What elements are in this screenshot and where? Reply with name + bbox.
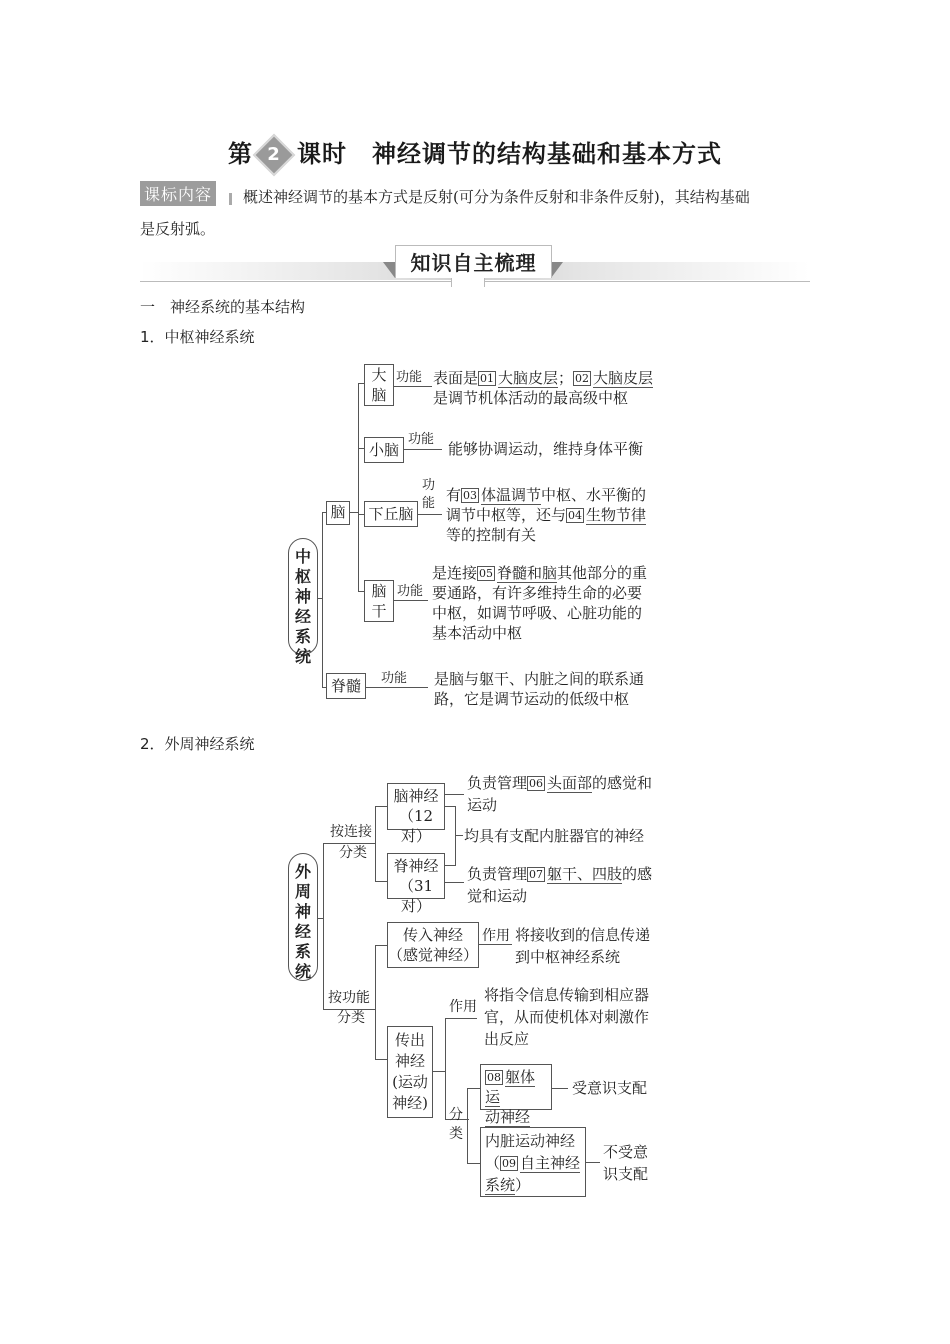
brainstem-text-line3: 中枢，如调节呼吸、心脏功能的 — [432, 604, 643, 622]
answer-blank: 躯体运 — [485, 1068, 536, 1106]
by-function-label-a: 按功能 — [328, 990, 370, 1006]
blank-number: 07 — [529, 868, 544, 881]
cranial-text-line1: 负责管理 06 头面部的感觉和 — [467, 774, 653, 792]
spinal-text-line2: 路，它是调节运动的低级中枢 — [434, 690, 630, 708]
blank-number: 01 — [480, 372, 495, 385]
page-title — [0, 134, 950, 170]
brainstem-text-line2: 要通路，有许多维持生命的必要 — [432, 584, 643, 602]
standard-tag: 课标内容 — [140, 181, 216, 206]
blank-number: 05 — [479, 567, 494, 580]
banner-right-triangle — [551, 262, 563, 278]
blank-number: 03 — [463, 489, 478, 502]
hypothalamus-text-line1: 有 03 体温调节中枢、水平衡的 — [446, 486, 647, 504]
node-efferent-nerves — [387, 1026, 433, 1118]
answer-blank: 自主神经 — [520, 1154, 581, 1172]
cerebrum-text-line1: 表面是 01 大脑皮层； 02 大脑皮层 — [433, 369, 654, 387]
efferent-label-c: (运动 — [392, 1073, 428, 1091]
brainstem-text-line1: 是连接 05 脊髓和脑其他部分的重 — [432, 564, 648, 582]
node-hypothalamus: 下丘脑 — [364, 501, 418, 527]
node-cerebellum: 小脑 — [364, 437, 404, 463]
hypothalamus-text-line2: 调节中枢等，还与 04 生物节律 — [446, 506, 647, 524]
func-label: 功能 — [396, 370, 423, 385]
class-label-b: 类 — [449, 1126, 463, 1142]
answer-blank: 躯干、四肢 — [547, 865, 623, 883]
subheading-cns: 1．中枢神经系统 — [140, 328, 255, 346]
answer-blank: 大脑皮层 — [593, 369, 654, 387]
somatic-text: 受意识支配 — [572, 1079, 648, 1097]
cranial-text-line2: 运动 — [467, 796, 498, 814]
subheading-pns: 2．外周神经系统 — [140, 735, 255, 753]
role-label: 作用 — [482, 928, 510, 944]
func-label-a: 功 — [422, 478, 436, 493]
brainstem-label-a: 脑 — [371, 582, 387, 600]
brainstem-label-b: 干 — [371, 602, 387, 620]
by-connection-label-a: 按连接 — [330, 824, 372, 840]
node-afferent-nerves — [387, 922, 479, 968]
role-label: 作用 — [449, 999, 477, 1015]
func-label-b: 能 — [422, 496, 436, 511]
autonomic-text-a: 不受意 — [603, 1143, 649, 1161]
efferent-text-line2: 官，从而使机体对刺激作 — [484, 1008, 650, 1026]
cns-root-node — [288, 538, 318, 666]
pns-root-node — [288, 853, 318, 981]
spinal-nerves-count: （31对） — [398, 877, 434, 915]
blank-number: 08 — [487, 1071, 501, 1084]
efferent-label-d: 神经) — [392, 1094, 428, 1112]
blank-number: 06 — [529, 777, 544, 790]
node-autonomic-motor: 内脏运动神经 （ 09 自主神经 系统） — [480, 1127, 586, 1197]
by-function-label-b: 分类 — [337, 1010, 365, 1026]
blank-number: 02 — [575, 372, 590, 385]
standard-tag-divider — [229, 193, 232, 205]
efferent-text-line1: 将指令信息传输到相应器 — [484, 986, 650, 1004]
cranial-label: 脑神经 — [393, 787, 439, 805]
answer-blank: 头面部 — [547, 774, 593, 792]
class-label-a: 分 — [449, 1107, 463, 1123]
autonomic-text-b: 识支配 — [603, 1165, 649, 1183]
func-label: 功能 — [381, 671, 408, 686]
lesson-number: 2 — [267, 144, 281, 165]
answer-blank: 动神经 — [485, 1108, 531, 1126]
answer-blank: 生物节律 — [586, 506, 647, 524]
cns-root-label: 中枢神经系统 — [295, 547, 312, 666]
node-brain: 脑 — [326, 501, 350, 525]
answer-blank: 脊髓和脑 — [497, 564, 558, 582]
afferent-text-line1: 将接收到的信息传递 — [515, 926, 651, 944]
afferent-text-line2: 到中枢神经系统 — [515, 948, 621, 966]
func-label: 功能 — [397, 584, 424, 599]
efferent-text-line3: 出反应 — [484, 1030, 530, 1048]
node-spinal-nerves — [387, 853, 445, 915]
node-cerebrum — [364, 364, 394, 406]
node-brainstem — [364, 580, 394, 622]
by-connection-label-b: 分类 — [339, 845, 367, 861]
node-spinal-cord: 脊髓 — [326, 673, 366, 699]
standard-text-line2: 是反射弧。 — [140, 220, 216, 238]
blank-number: 09 — [502, 1157, 517, 1170]
section-banner: 知识自主梳理 — [395, 245, 552, 278]
title-text: 课时 神经调节的结构基础和基本方式 — [297, 140, 722, 168]
node-somatic-motor — [480, 1064, 552, 1126]
title-prefix: 第 — [228, 140, 253, 168]
efferent-label-b: 神经 — [394, 1052, 425, 1070]
brainstem-text-line4: 基本活动中枢 — [432, 624, 523, 642]
spinal-nerves-text-line1: 负责管理 07 躯干、四肢的感 — [467, 865, 653, 883]
banner-left-triangle — [383, 262, 395, 278]
lesson-number-badge — [253, 134, 295, 176]
autonomic-label: 内脏运动神经 — [485, 1132, 576, 1150]
blank-number: 04 — [568, 509, 583, 522]
efferent-label-a: 传出 — [394, 1031, 425, 1049]
pns-root-label: 外周神经系统 — [295, 862, 312, 981]
afferent-label: 传入神经 — [402, 926, 463, 944]
cerebellum-text: 能够协调运动，维持身体平衡 — [448, 440, 644, 458]
shared-text: 均具有支配内脏器官的神经 — [464, 827, 645, 845]
spinal-text-line1: 是脑与躯干、内脏之间的联系通 — [434, 670, 645, 688]
func-label: 功能 — [408, 432, 435, 447]
answer-blank: 体温调节 — [481, 486, 542, 504]
hypothalamus-text-line3: 等的控制有关 — [446, 526, 537, 544]
afferent-sublabel: （感觉神经） — [388, 946, 479, 964]
answer-blank: 大脑皮层 — [498, 369, 559, 387]
answer-blank: 系统 — [485, 1176, 516, 1194]
cerebrum-label: 大脑 — [371, 366, 387, 404]
cerebrum-text-line2: 是调节机体活动的最高级中枢 — [433, 389, 629, 407]
section-heading: 一 神经系统的基本结构 — [140, 298, 306, 316]
node-cranial-nerves — [387, 783, 445, 845]
standard-text-line1: 概述神经调节的基本方式是反射(可分为条件反射和非条件反射)，其结构基础 — [243, 188, 750, 206]
cranial-count: （12对） — [398, 807, 434, 845]
spinal-nerves-text-line2: 觉和运动 — [467, 887, 528, 905]
spinal-nerves-label: 脊神经 — [393, 857, 439, 875]
